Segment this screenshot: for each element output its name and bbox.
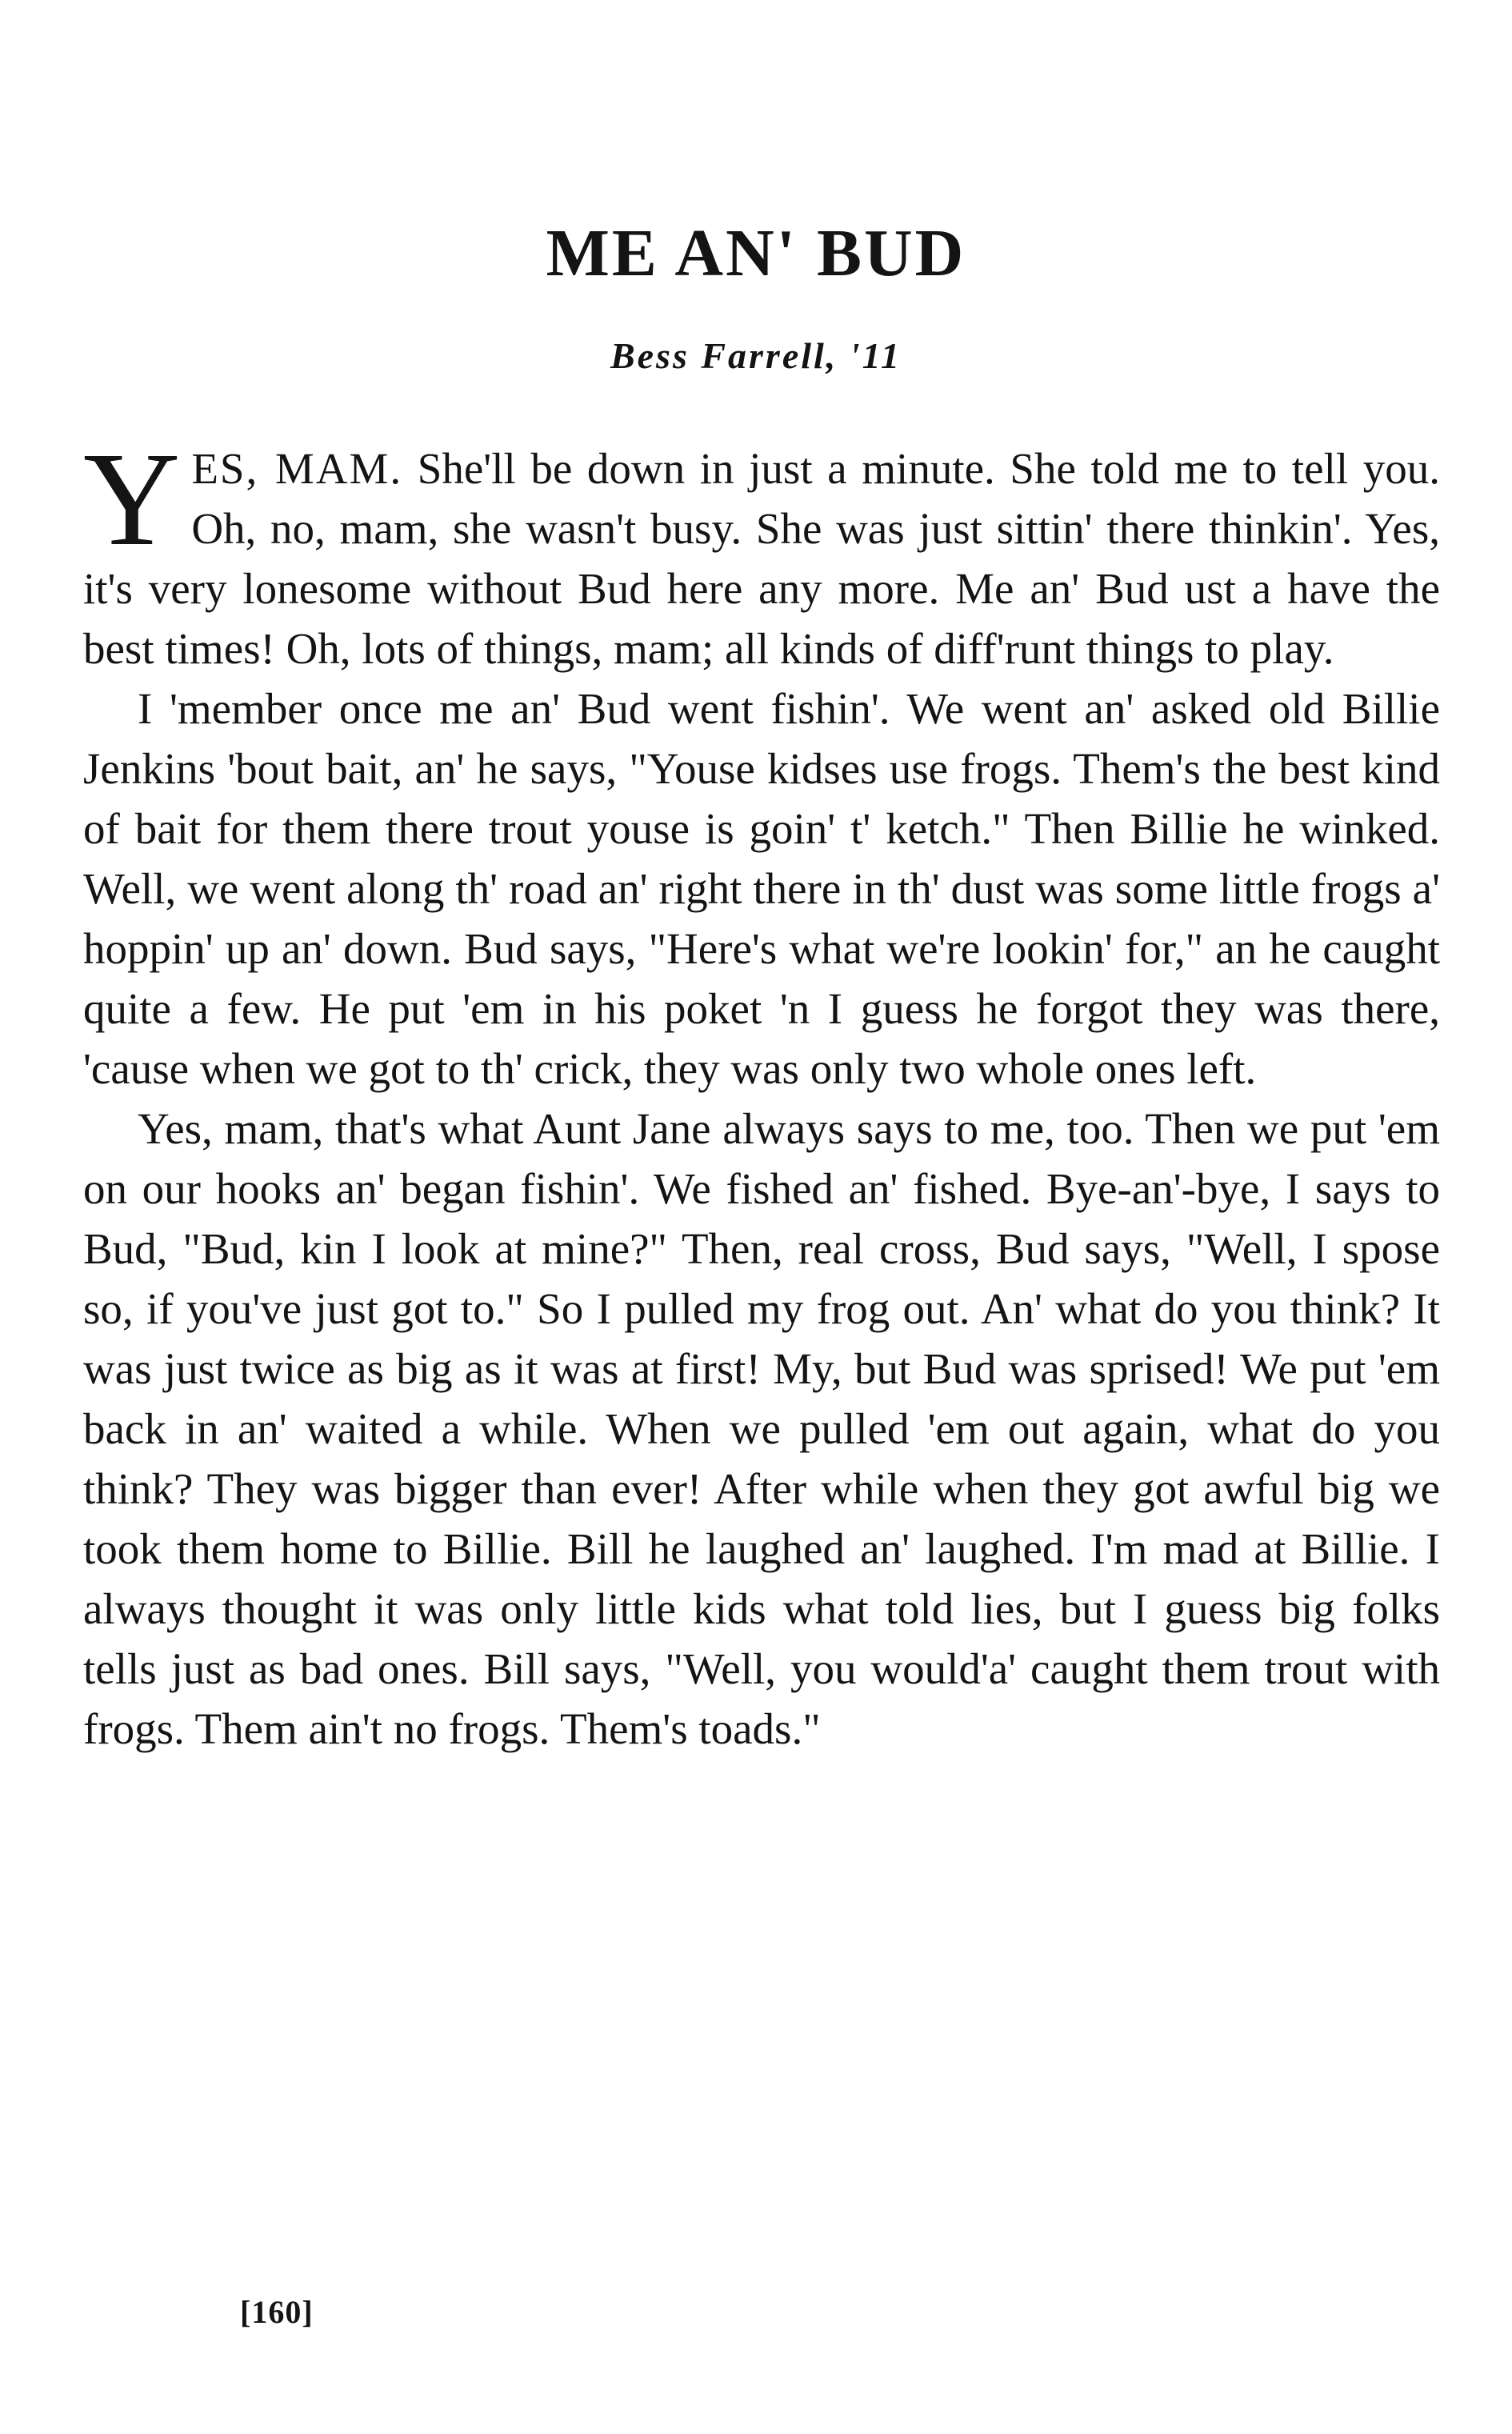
page-title: ME AN' BUD (546, 216, 966, 290)
story-body (83, 425, 1440, 1759)
paragraph-1-lead: ES, MAM. (191, 444, 403, 493)
page-number: [160] (240, 2294, 314, 2330)
author-byline: Bess Farrell, '11 (610, 335, 902, 376)
paragraph-1 (83, 425, 1440, 679)
paragraph-3: Yes, mam, that's what Aunt Jane always says to me, too. Then we put 'em on our hooks an' began fishin'. We fished an' fished. Bye-an'-bye, I says to Bud, "Bud, kin I look at mine?" Then, real cross, Bud says, "Well, I spose so, if you've just got to." So I pulled my frog out. An' what do you think? It was just twice as big as it was at first! My, but Bud was sprised! We put 'em back in an' waited a while. When we pulled 'em out again, what do you think? They was bigger than ever! After while when they got awful big we took them home to Billie. Bill he laughed an' laughed. I'm mad at Billie. I always thought it was only little kids what told lies, but I guess big folks tells just as bad ones. Bill says, "Well, you would'a' caught them trout with frogs. Them ain't no frogs. Them's toads." (83, 1104, 1440, 1753)
paragraph-2: I 'member once me an' Bud went fishin'. We went an' asked old Billie Jenkins 'bout bait, an' he says, "Youse kidses use frogs. Them's the best kind of bait for them there trout youse is goin' t' ketch." Then Billie he winked. Well, we went along th' road an' right there in th' dust was some little frogs a' hoppin' up an' down. Bud says, "Here's what we're lookin' for," an he caught quite a few. He put 'em in his poket 'n I guess he forgot they was there, 'cause when we got to th' crick, they was only two whole ones left. (83, 684, 1440, 1093)
paragraph-1-text: She'll be down in just a minute. She told me to tell you. Oh, no, mam, she wasn't busy. She was just sittin' there thinkin'. Yes, it's very lonesome without Bud here any more. Me an' Bud ust a have the best times! Oh, lots of things, mam; all kinds of diff'runt things to play. (83, 444, 1440, 673)
drop-cap: Y (83, 425, 181, 574)
